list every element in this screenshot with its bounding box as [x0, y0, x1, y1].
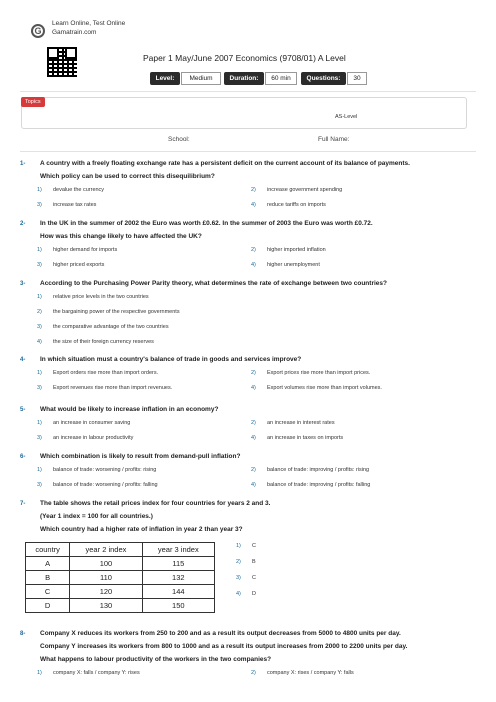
- option-number[interactable]: 2): [251, 187, 256, 193]
- table-cell: 132: [142, 571, 214, 585]
- option-number[interactable]: 4): [251, 482, 256, 488]
- table-header-cell: year 2 index: [70, 543, 142, 557]
- rpi-table: [25, 542, 215, 613]
- topic-as-level[interactable]: AS-Level: [335, 114, 358, 120]
- option-text[interactable]: C: [252, 575, 256, 581]
- question-number: 5-: [20, 407, 26, 413]
- option-text[interactable]: the bargaining power of the respective governments: [53, 309, 180, 315]
- question-text: Which country had a higher rate of inflation in year 2 than year 3?: [40, 526, 243, 533]
- option-number[interactable]: 3): [37, 482, 42, 488]
- option-text[interactable]: balance of trade: improving / profits: rising: [267, 467, 370, 473]
- question-text: In the UK in the summer of 2002 the Euro was worth £0.62. In the summer of 2003 the Euro was worth £0.72.: [40, 220, 373, 227]
- option-text[interactable]: the size of their foreign currency reserves: [53, 339, 154, 345]
- option-number[interactable]: 4): [236, 591, 241, 597]
- question-number: 2-: [20, 221, 26, 227]
- option-number[interactable]: 2): [37, 309, 42, 315]
- option-text[interactable]: higher imported inflation: [267, 247, 326, 253]
- question-text: In which situation must a country's balance of trade in goods and services improve?: [40, 356, 302, 363]
- option-number[interactable]: 1): [37, 187, 42, 193]
- duration-value: 60 min: [265, 72, 297, 85]
- option-text[interactable]: higher unemployment: [267, 262, 320, 268]
- question-text: Which combination is likely to result from demand-pull inflation?: [40, 453, 241, 460]
- option-text[interactable]: higher demand for imports: [53, 247, 118, 253]
- duration-label: Duration:: [224, 72, 264, 85]
- question-text: Which policy can be used to correct this disequilibrium?: [40, 173, 215, 180]
- topics-box: [21, 97, 467, 129]
- table-row: [26, 571, 215, 585]
- option-text[interactable]: an increase in interest rates: [267, 420, 335, 426]
- option-text[interactable]: company X: rises / company Y: falls: [267, 670, 354, 676]
- option-number[interactable]: 2): [251, 370, 256, 376]
- full-name-label: Full Name:: [318, 136, 350, 143]
- table-row: [26, 599, 215, 613]
- option-number[interactable]: 3): [37, 324, 42, 330]
- option-text[interactable]: an increase in consumer saving: [53, 420, 131, 426]
- option-text[interactable]: increase tax rates: [53, 202, 97, 208]
- question-text: (Year 1 index = 100 for all countries.): [40, 513, 153, 520]
- question-text: The table shows the retail prices index for four countries for years 2 and 3.: [40, 500, 271, 507]
- question-number: 8-: [20, 631, 26, 637]
- questions-label: Questions:: [301, 72, 346, 85]
- option-text[interactable]: the comparative advantage of the two countries: [53, 324, 169, 330]
- option-number[interactable]: 3): [37, 435, 42, 441]
- option-text[interactable]: B: [252, 559, 256, 565]
- table-header-cell: country: [26, 543, 70, 557]
- table-cell: 100: [70, 557, 142, 571]
- table-cell: 120: [70, 585, 142, 599]
- option-number[interactable]: 2): [236, 559, 241, 565]
- option-number[interactable]: 2): [251, 247, 256, 253]
- option-number[interactable]: 1): [37, 294, 42, 300]
- level-label: Level:: [150, 72, 180, 85]
- question-text: How was this change likely to have affected the UK?: [40, 233, 202, 240]
- option-text[interactable]: C: [252, 543, 256, 549]
- option-text[interactable]: relative price levels in the two countries: [53, 294, 149, 300]
- option-number[interactable]: 4): [37, 339, 42, 345]
- level-value: Medium: [181, 72, 221, 85]
- option-text[interactable]: balance of trade: improving / profits: falling: [267, 482, 371, 488]
- question-text: What happens to labour productivity of the workers in the two companies?: [40, 656, 272, 663]
- question-text: A country with a freely floating exchange rate has a persistent deficit on the current account of its balance of payments.: [40, 160, 410, 167]
- option-number[interactable]: 2): [251, 670, 256, 676]
- option-text[interactable]: Export orders rise more than import orders.: [53, 370, 159, 376]
- question-number: 6-: [20, 454, 26, 460]
- option-number[interactable]: 2): [251, 467, 256, 473]
- option-number[interactable]: 3): [37, 262, 42, 268]
- table-cell: 130: [70, 599, 142, 613]
- option-number[interactable]: 1): [37, 467, 42, 473]
- table-row: [26, 557, 215, 571]
- brand-site[interactable]: Gamatrain.com: [52, 29, 97, 36]
- option-text[interactable]: D: [252, 591, 256, 597]
- table-cell: 115: [142, 557, 214, 571]
- question-text: According to the Purchasing Power Parity theory, what determines the rate of exchange between two countries?: [40, 280, 387, 287]
- table-cell: 110: [70, 571, 142, 585]
- table-cell: 144: [142, 585, 214, 599]
- option-text[interactable]: an increase in taxes on imports: [267, 435, 344, 441]
- option-text[interactable]: increase government spending: [267, 187, 343, 193]
- option-text[interactable]: higher priced exports: [53, 262, 105, 268]
- option-text[interactable]: Export revenues rise more than import revenues.: [53, 385, 173, 391]
- qr-code: [47, 47, 77, 77]
- form-divider: [20, 151, 476, 152]
- option-number[interactable]: 2): [251, 420, 256, 426]
- option-text[interactable]: an increase in labour productivity: [53, 435, 134, 441]
- brand-tagline: Learn Online, Test Online: [52, 20, 126, 27]
- table-cell: A: [26, 557, 70, 571]
- question-number: 7-: [20, 501, 26, 507]
- table-cell: 150: [142, 599, 214, 613]
- gamatrain-logo: G: [31, 24, 45, 38]
- question-number: 4-: [20, 357, 26, 363]
- option-number[interactable]: 1): [37, 420, 42, 426]
- option-number[interactable]: 4): [251, 262, 256, 268]
- question-number: 1-: [20, 161, 26, 167]
- question-text: Company X reduces its workers from 250 to 200 and as a result its output decreases from 5000 to 4800 units per day.: [40, 630, 401, 637]
- table-row: [26, 585, 215, 599]
- option-number[interactable]: 4): [251, 202, 256, 208]
- option-number[interactable]: 1): [37, 370, 42, 376]
- option-text[interactable]: devalue the currency: [53, 187, 105, 193]
- option-number[interactable]: 1): [236, 543, 241, 549]
- paper-title: Paper 1 May/June 2007 Economics (9708/01) A Level: [143, 53, 346, 63]
- option-number[interactable]: 4): [251, 435, 256, 441]
- option-text[interactable]: balance of trade: worsening / profits: falling: [53, 482, 158, 488]
- table-cell: B: [26, 571, 70, 585]
- question-text: Company Y increases its workers from 800 to 1000 and as a result its output increases from 2000 to 2200 units per day.: [40, 643, 408, 650]
- option-number[interactable]: 3): [37, 202, 42, 208]
- option-text[interactable]: reduce tariffs on imports: [267, 202, 326, 208]
- header-divider: [20, 91, 476, 92]
- option-text[interactable]: Export prices rise more than import prices.: [267, 370, 371, 376]
- option-number[interactable]: 1): [37, 670, 42, 676]
- option-text[interactable]: company X: falls / company Y: rises: [53, 670, 140, 676]
- option-number[interactable]: 3): [236, 575, 241, 581]
- question-text: What would be likely to increase inflation in an economy?: [40, 406, 219, 413]
- table-cell: D: [26, 599, 70, 613]
- option-number[interactable]: 3): [37, 385, 42, 391]
- option-text[interactable]: balance of trade: worsening / profits: rising: [53, 467, 157, 473]
- option-number[interactable]: 4): [251, 385, 256, 391]
- option-number[interactable]: 1): [37, 247, 42, 253]
- school-label: School:: [168, 136, 190, 143]
- topics-tag: Topics: [21, 97, 45, 107]
- option-text[interactable]: Export volumes rise more than import volumes.: [267, 385, 382, 391]
- questions-value: 30: [347, 72, 367, 85]
- table-header-cell: year 3 index: [142, 543, 214, 557]
- question-number: 3-: [20, 281, 26, 287]
- table-cell: C: [26, 585, 70, 599]
